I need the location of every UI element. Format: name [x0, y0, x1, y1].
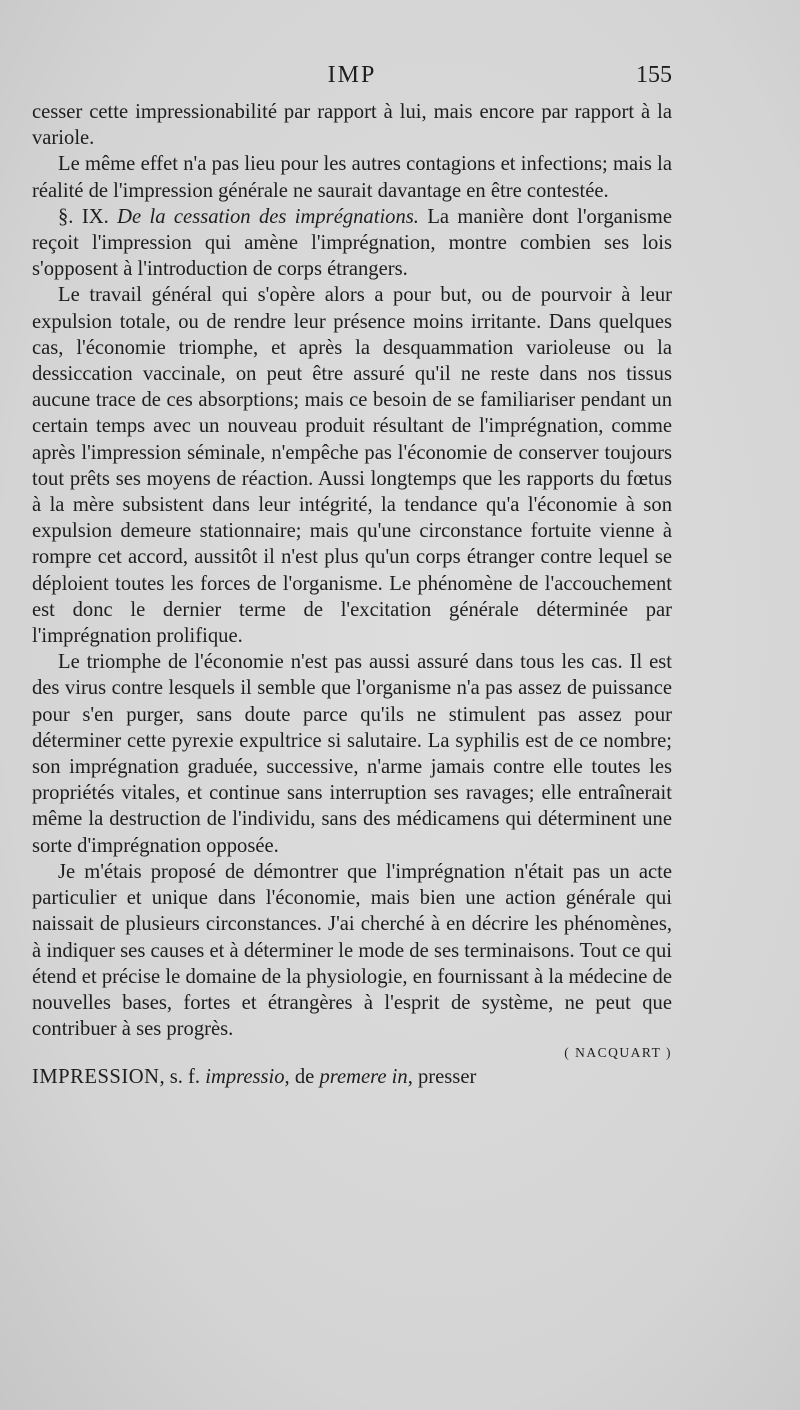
page-number: 155: [636, 62, 672, 88]
main-text: [32, 99, 672, 1091]
paragraph: Le même effet n'a pas lieu pour les autres contagions et infections; mais la réalité de l'impression générale ne saurait davantage en être contestée.: [32, 153, 672, 202]
paragraph: Le triomphe de l'économie n'est pas aussi assuré dans tous les cas. Il est des virus contre lesquels il semble que l'organisme n'a pas assez de puissance pour s'en purger, sans doute parce qu'ils ne stimulent pas assez pour déterminer cette pyrexie expultrice si salutaire. La syphilis est de ce nombre; son imprégnation graduée, successive, n'arme jamais contre elle toutes les propriétés vitales, et continue sans interruption ses ravages; elle entraînerait même la destruction de l'individu, sans des médicamens qui déterminent une sorte d'imprégnation opposée.: [32, 651, 672, 857]
paragraph: Je m'étais proposé de démontrer que l'imprégnation n'était pas un acte particulier et unique dans l'économie, mais bien une action générale qui naissait de plusieurs circonstances. J'ai cherché à en décrire les phénomènes, à indiquer ses causes et à déterminer le mode de ses terminaisons. Tout ce qui étend et précise le domaine de la physiologie, en fournissant à la médecine de nouvelles bases, fortes et étrangères à l'esprit de système, ne peut que contribuer à ses progrès.: [32, 860, 672, 1041]
running-title: IMP: [327, 62, 377, 88]
section-number: §. IX.: [58, 205, 109, 228]
entry-headword: IMPRESSION: [32, 1066, 160, 1089]
entry-text: , de: [284, 1066, 320, 1089]
section-paragraph: [32, 204, 672, 283]
paragraph-text: La manière dont l'organisme reçoit l'impression qui amène l'imprégnation, montre combien ses lois s'opposent à l'introduction de corps étrangers.: [32, 205, 672, 281]
author-signature: ( NACQUART ): [564, 1045, 672, 1061]
entry-etymon: premere in: [319, 1066, 408, 1089]
entry-text: , s. f.: [159, 1066, 206, 1089]
entry-text: , presser: [407, 1066, 477, 1089]
running-header: [32, 62, 672, 94]
dictionary-entry: [32, 1064, 672, 1090]
paragraph: cesser cette impressionabilité par rapport à lui, mais encore par rapport à la variole.: [32, 101, 672, 150]
paragraph: Le travail général qui s'opère alors a pour but, ou de pourvoir à leur expulsion totale, ou de rendre leur présence moins irritante. Dans quelques cas, l'économie triomphe, et après la desquammation varioleuse ou la dessiccation vaccinale, on peut être assuré qu'il ne reste dans nos tissus aucune trace de ces absorptions; mais ce besoin de se familiariser pendant un certain temps avec un nouveau produit résultant de l'imprégnation, comme après l'impression séminale, n'empêche pas l'économie de conserver toujours tout prêts ses moyens de réaction. Aussi longtemps que les rapports du fœtus à la mère subsistent dans leur intégrité, la tendance qu'a l'économie à son expulsion demeure stationnaire; mais qu'une circonstance fortuite vienne à rompre cet accord, aussitôt il n'est plus qu'un corps étranger contre lequel se déploient toutes les forces de l'organisme. Le phénomène de l'accouchement est donc le dernier terme de l'excitation générale déterminée par l'imprégnation prolifique.: [32, 284, 672, 648]
entry-latin: impressio: [205, 1066, 285, 1089]
section-heading: De la cessation des imprégnations.: [117, 205, 419, 228]
